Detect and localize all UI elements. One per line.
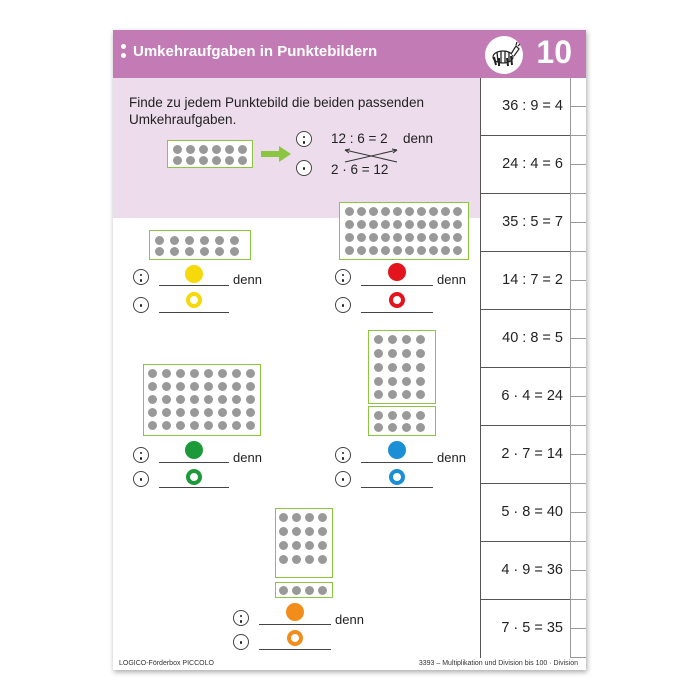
red-ring-icon	[389, 292, 405, 308]
division-sign-icon	[335, 447, 351, 463]
worksheet-number: 10	[536, 34, 572, 70]
denn-label: denn	[233, 272, 262, 287]
footer-right: 3393 – Multiplikation und Division bis 100 · Division	[418, 660, 578, 667]
footer	[113, 658, 586, 670]
answer-cell: 4 · 9 = 36	[481, 542, 571, 600]
division-sign-icon	[335, 269, 351, 285]
multiplication-sign-icon	[233, 634, 249, 650]
answer-line[interactable]	[159, 285, 229, 286]
division-sign-icon	[133, 269, 149, 285]
yellow-marker-icon	[185, 265, 203, 283]
answer-cell: 36 : 9 = 4	[481, 78, 571, 136]
answer-cell: 5 · 8 = 40	[481, 484, 571, 542]
green-ring-icon	[186, 469, 202, 485]
orange-marker-icon	[286, 603, 304, 621]
answer-cell: 40 : 8 = 5	[481, 310, 571, 368]
yellow-ring-icon	[186, 292, 202, 308]
denn-label: denn	[335, 612, 364, 627]
blue-ring-icon	[389, 469, 405, 485]
example-division: 12 : 6 = 2	[331, 131, 388, 146]
answer-line[interactable]	[259, 624, 331, 625]
blue-marker-icon	[388, 441, 406, 459]
bullet-icon	[121, 53, 126, 58]
division-sign-icon	[133, 447, 149, 463]
answer-cell: 14 : 7 = 2	[481, 252, 571, 310]
example-dot-grid	[167, 140, 253, 168]
zebra-icon	[485, 36, 523, 74]
denn-label: denn	[437, 272, 466, 287]
instruction-text: Finde zu jedem Punktebild die beiden passenden Umkehraufgaben.	[129, 95, 424, 127]
answer-line[interactable]	[361, 487, 433, 488]
green-marker-icon	[185, 441, 203, 459]
answer-line[interactable]	[361, 462, 433, 463]
example-multiplication: 2 · 6 = 12	[331, 162, 389, 177]
orange-ring-icon	[287, 630, 303, 646]
answer-line[interactable]	[159, 312, 229, 313]
bullet-icon	[121, 44, 126, 49]
example-denn: denn	[403, 131, 434, 146]
division-sign-icon	[233, 610, 249, 626]
header-bar	[113, 30, 586, 78]
division-sign-icon	[296, 131, 312, 147]
multiplication-sign-icon	[335, 471, 351, 487]
multiplication-sign-icon	[296, 160, 312, 176]
tab-strip	[570, 78, 586, 658]
denn-label: denn	[233, 450, 262, 465]
multiplication-sign-icon	[133, 471, 149, 487]
worksheet-card	[113, 30, 586, 670]
arrow-right-icon	[261, 146, 291, 162]
denn-label: denn	[437, 450, 466, 465]
answer-column	[480, 78, 571, 658]
red-marker-icon	[388, 263, 406, 281]
multiplication-sign-icon	[133, 297, 149, 313]
answer-line[interactable]	[259, 649, 331, 650]
answer-cell: 24 : 4 = 6	[481, 136, 571, 194]
page-title: Umkehraufgaben in Punktebildern	[133, 43, 378, 60]
answer-line[interactable]	[159, 487, 229, 488]
answer-line[interactable]	[361, 285, 433, 286]
answer-cell: 2 · 7 = 14	[481, 426, 571, 484]
answer-cell: 6 · 4 = 24	[481, 368, 571, 426]
footer-left: LOGICO-Förderbox PICCOLO	[119, 660, 214, 667]
instruction-box	[113, 78, 480, 218]
answer-line[interactable]	[159, 462, 229, 463]
answer-line[interactable]	[361, 312, 433, 313]
answer-cell: 35 : 5 = 7	[481, 194, 571, 252]
answer-cell: 7 · 5 = 35	[501, 620, 563, 636]
multiplication-sign-icon	[335, 297, 351, 313]
